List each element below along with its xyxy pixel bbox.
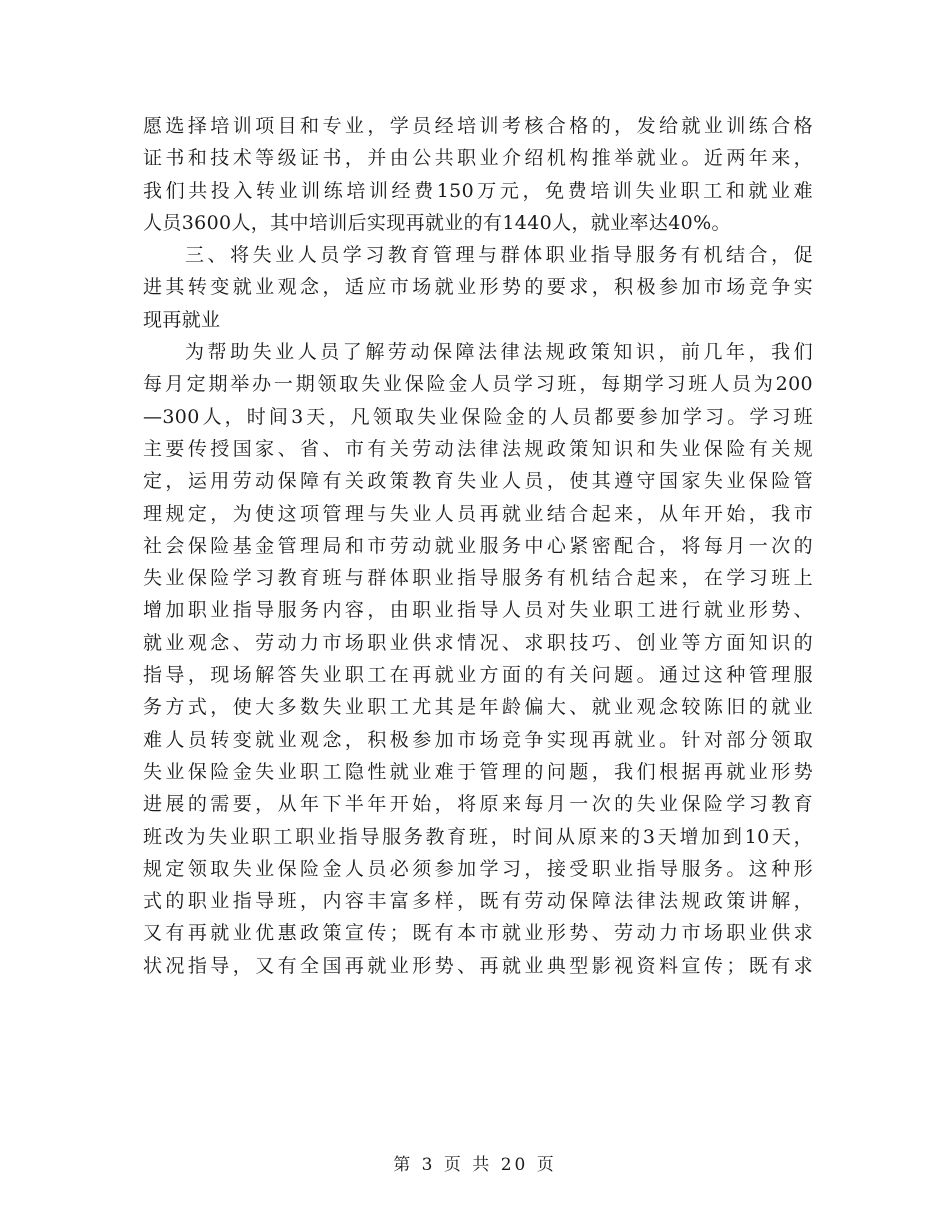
text-line: 又有再就业优惠政策宣传；既有本市就业形势、劳动力市场职业供求 <box>143 922 813 945</box>
text-line: 主要传授国家、省、市有关劳动法律法规政策知识和失业保险有关规 <box>143 437 813 460</box>
text-line: 人员3600人，其中培训后实现再就业的有1440人，就业率达40%。 <box>143 211 731 234</box>
text-line: 愿选择培训项目和专业，学员经培训考核合格的，发给就业训练合格 <box>143 115 813 137</box>
text-line: 指导，现场解答失业职工在再就业方面的有关问题。通过这种管理服 <box>143 664 813 687</box>
text-line: 我们共投入转业训练培训经费150万元，免费培训失业职工和就业难 <box>143 179 813 202</box>
text-line: 失业保险金失业职工隐性就业难于管理的问题，我们根据再就业形势 <box>143 760 813 783</box>
text-line: 社会保险基金管理局和市劳动就业服务中心紧密配合，将每月一次的 <box>143 534 813 557</box>
text-line: 难人员转变就业观念，积极参加市场竞争实现再就业。针对部分领取 <box>143 728 813 751</box>
text-line: 每月定期举办一期领取失业保险金人员学习班，每期学习班人员为200 <box>143 373 813 396</box>
text-line: 增加职业指导服务内容，由职业指导人员对失业职工进行就业形势、 <box>143 599 813 622</box>
text-line: 状况指导，又有全国再就业形势、再就业典型影视资料宣传；既有求 <box>143 954 813 977</box>
text-line: 规定领取失业保险金人员必须参加学习，接受职业指导服务。这种形 <box>143 857 813 880</box>
text-line: 式的职业指导班，内容丰富多样，既有劳动保障法律法规政策讲解， <box>143 890 813 913</box>
text-line: 务方式，使大多数失业职工尤其是年龄偏大、就业观念较陈旧的就业 <box>143 696 813 719</box>
text-line: 理规定，为使这项管理与失业人员再就业结合起来，从年开始，我市 <box>143 502 813 525</box>
text-line: 进展的需要，从年下半年开始，将原来每月一次的失业保险学习教育 <box>143 793 813 816</box>
text-line: —300人，时间3天，凡领取失业保险金的人员都要参加学习。学习班 <box>143 405 813 428</box>
text-line: 进其转变就业观念，适应市场就业形势的要求，积极参加市场竞争实 <box>143 276 813 299</box>
text-line: 失业保险学习教育班与群体职业指导服务有机结合起来，在学习班上 <box>143 567 813 590</box>
text-line: 就业观念、劳动力市场职业供求情况、求职技巧、创业等方面知识的 <box>143 631 813 654</box>
text-line: 班改为失业职工职业指导服务教育班，时间从原来的3天增加到10天， <box>143 825 813 848</box>
page-number-footer: 第 3 页 共 20 页 <box>393 1155 557 1175</box>
text-line: 三、将失业人员学习教育管理与群体职业指导服务有机结合，促 <box>185 244 813 267</box>
text-line: 定，运用劳动保障有关政策教育失业人员，使其遵守国家失业保险管 <box>143 470 813 493</box>
text-line: 证书和技术等级证书，并由公共职业介绍机构推举就业。近两年来， <box>143 147 813 170</box>
text-line: 为帮助失业人员了解劳动保障法律法规政策知识，前几年，我们 <box>185 341 813 364</box>
text-line: 现再就业 <box>143 308 221 331</box>
document-body <box>143 110 813 982</box>
